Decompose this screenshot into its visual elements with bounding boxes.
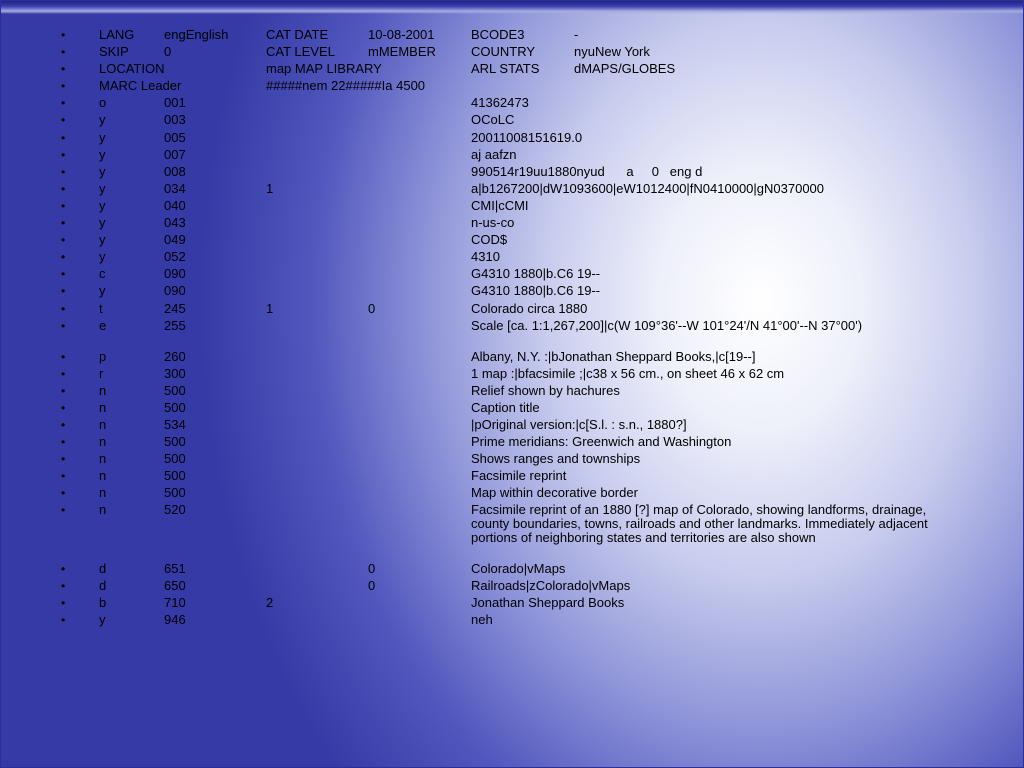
bullet: •	[61, 96, 66, 111]
field-type: n	[99, 399, 107, 415]
field-indicator-1: 1	[266, 300, 274, 316]
marc-record-list	[0, 28, 1024, 630]
field-value: Caption title	[471, 399, 540, 415]
list-item	[0, 233, 1024, 250]
field-extra: nyuNew York	[574, 44, 650, 60]
field-tag: 040	[164, 197, 186, 213]
field-indicator-1: 1	[266, 180, 274, 196]
field-tag: 710	[164, 595, 186, 611]
bullet: •	[61, 284, 66, 299]
field-extra: dMAPS/GLOBES	[574, 61, 676, 77]
field-value: neh	[471, 612, 493, 628]
list-item	[0, 284, 1024, 301]
field-type: n	[99, 382, 107, 398]
list-item	[0, 216, 1024, 233]
field-indicator-2: 0	[368, 300, 376, 316]
field-value: COUNTRY	[471, 44, 536, 60]
list-item	[0, 148, 1024, 165]
field-value: Map within decorative border	[471, 485, 638, 501]
field-tag: 500	[164, 434, 186, 450]
list-item	[0, 319, 1024, 350]
field-value: Prime meridians: Greenwich and Washington	[471, 434, 732, 450]
list-item	[0, 384, 1024, 401]
list-item	[0, 469, 1024, 486]
field-type: o	[99, 95, 107, 111]
list-item	[0, 267, 1024, 284]
bullet: •	[61, 164, 66, 179]
field-tag: 300	[164, 365, 186, 381]
field-value: 990514r19uu1880nyud a 0 eng d	[471, 163, 703, 179]
list-item	[0, 182, 1024, 199]
field-type: p	[99, 348, 107, 364]
bullet: •	[61, 452, 66, 467]
bullet: •	[61, 318, 66, 333]
field-type: y	[99, 129, 106, 145]
bullet: •	[61, 216, 66, 231]
list-item	[0, 131, 1024, 148]
list-item	[0, 579, 1024, 596]
field-value: ARL STATS	[471, 61, 540, 77]
field-tag: 090	[164, 266, 186, 282]
field-value: Facsimile reprint	[471, 468, 567, 484]
list-item	[0, 418, 1024, 435]
list-item	[0, 367, 1024, 384]
bullet: •	[61, 596, 66, 611]
field-value: n-us-co	[471, 215, 515, 231]
field-value: a|b1267200|dW1093600|eW1012400|fN0410000|gN0370000	[471, 180, 825, 196]
bullet: •	[61, 400, 66, 415]
bullet: •	[61, 45, 66, 60]
field-tag: 500	[164, 485, 186, 501]
field-value: CMI|cCMI	[471, 197, 529, 213]
field-type: n	[99, 416, 107, 432]
field-value: Colorado circa 1880	[471, 300, 588, 316]
field-tag: 500	[164, 399, 186, 415]
list-item	[0, 199, 1024, 216]
field-value: Railroads|zColorado|vMaps	[471, 578, 631, 594]
list-item	[0, 613, 1024, 630]
bullet: •	[61, 349, 66, 364]
bullet: •	[61, 267, 66, 282]
field-indicator-1: map MAP LIBRARY	[266, 61, 382, 77]
field-type: d	[99, 560, 107, 576]
bullet: •	[61, 147, 66, 162]
field-indicator-1: #####nem 22#####Ia 4500	[266, 78, 426, 94]
field-indicator-1: CAT DATE	[266, 27, 329, 42]
field-type: MARC Leader	[99, 78, 182, 94]
field-value: Shows ranges and townships	[471, 451, 641, 467]
field-type: y	[99, 180, 106, 196]
field-type: y	[99, 163, 106, 179]
list-item	[0, 486, 1024, 503]
field-indicator-2: mMEMBER	[368, 44, 436, 60]
field-tag: 052	[164, 249, 186, 265]
bullet: •	[61, 579, 66, 594]
field-type: r	[99, 365, 104, 381]
field-value: BCODE3	[471, 27, 525, 42]
bullet: •	[61, 469, 66, 484]
field-value: COD$	[471, 232, 508, 248]
bullet: •	[61, 613, 66, 628]
field-value: |pOriginal version:|c[S.l. : s.n., 1880?]	[471, 416, 687, 432]
field-tag: 500	[164, 382, 186, 398]
list-item	[0, 79, 1024, 96]
field-tag: 034	[164, 180, 186, 196]
field-value: 4310	[471, 249, 500, 265]
bullet: •	[61, 301, 66, 316]
field-value: G4310 1880|b.C6 19--	[471, 283, 601, 299]
field-tag: 043	[164, 215, 186, 231]
bullet: •	[61, 130, 66, 145]
field-type: LANG	[99, 27, 135, 42]
field-indicator-2: 10-08-2001	[368, 27, 435, 42]
bullet: •	[61, 366, 66, 381]
bullet: •	[61, 250, 66, 265]
bullet: •	[61, 383, 66, 398]
field-tag: 500	[164, 468, 186, 484]
list-item	[0, 45, 1024, 62]
bullet: •	[61, 62, 66, 77]
field-tag: 245	[164, 300, 186, 316]
top-decorative-bar	[0, 0, 1024, 14]
field-tag: 007	[164, 146, 186, 162]
field-tag: 651	[164, 560, 186, 576]
bullet: •	[61, 486, 66, 501]
bullet: •	[61, 561, 66, 576]
list-item	[0, 96, 1024, 113]
field-indicator-1: CAT LEVEL	[266, 44, 335, 60]
list-item	[0, 596, 1024, 613]
field-value: aj aafzn	[471, 146, 517, 162]
list-item	[0, 250, 1024, 267]
list-item	[0, 62, 1024, 79]
field-value: 1 map :|bfacsimile ;|c38 x 56 cm., on sheet 46 x 62 cm	[471, 365, 785, 381]
list-item	[0, 435, 1024, 452]
list-item	[0, 165, 1024, 182]
list-item	[0, 503, 1024, 562]
list-item	[0, 401, 1024, 418]
field-type: n	[99, 468, 107, 484]
bullet: •	[61, 181, 66, 196]
field-type: y	[99, 146, 106, 162]
field-value: OCoLC	[471, 112, 515, 128]
bullet: •	[61, 435, 66, 450]
field-type: d	[99, 578, 107, 594]
field-tag: 0	[164, 44, 172, 60]
bullet: •	[61, 28, 66, 42]
field-tag: 008	[164, 163, 186, 179]
field-type: e	[99, 317, 107, 333]
field-value: Albany, N.Y. :|bJonathan Sheppard Books,|c[19--]	[471, 348, 756, 364]
list-item	[0, 28, 1024, 45]
field-tag: 260	[164, 348, 186, 364]
field-value: Colorado|vMaps	[471, 560, 566, 576]
field-value: 41362473	[471, 95, 529, 111]
list-item	[0, 562, 1024, 579]
field-value: Relief shown by hachures	[471, 382, 620, 398]
field-value: Jonathan Sheppard Books	[471, 595, 625, 611]
field-tag: 049	[164, 232, 186, 248]
field-type: y	[99, 612, 106, 628]
field-tag: 005	[164, 129, 186, 145]
field-indicator-1: 2	[266, 595, 274, 611]
field-type: y	[99, 249, 106, 265]
field-tag: 520	[164, 502, 186, 518]
field-type: y	[99, 232, 106, 248]
field-type: y	[99, 197, 106, 213]
field-type: y	[99, 112, 106, 128]
field-type: LOCATION	[99, 61, 165, 77]
field-indicator-2: 0	[368, 578, 376, 594]
bullet: •	[61, 198, 66, 213]
field-type: b	[99, 595, 107, 611]
list-item	[0, 113, 1024, 130]
field-type: n	[99, 451, 107, 467]
bullet: •	[61, 113, 66, 128]
field-value: Scale [ca. 1:1,267,200]|c(W 109°36'--W 101°24'/N 41°00'--N 37°00')	[471, 317, 863, 333]
list-item	[0, 350, 1024, 367]
field-type: c	[99, 266, 106, 282]
field-type: n	[99, 434, 107, 450]
bullet: •	[61, 417, 66, 432]
field-tag: 946	[164, 612, 186, 628]
field-tag: 090	[164, 283, 186, 299]
field-type: y	[99, 283, 106, 299]
field-tag: 001	[164, 95, 186, 111]
list-item	[0, 452, 1024, 469]
field-type: SKIP	[99, 44, 129, 60]
field-tag: engEnglish	[164, 27, 229, 42]
bullet: •	[61, 233, 66, 248]
field-type: n	[99, 502, 107, 518]
field-tag: 500	[164, 451, 186, 467]
bullet: •	[61, 79, 66, 94]
field-value: Facsimile reprint of an 1880 [?] map of Colorado, showing landforms, drainage, county boundaries, towns, railroads and other landmarks. Immediately adjacent portions of neighboring states and territories are also shown	[471, 502, 928, 546]
list-item	[0, 302, 1024, 319]
field-tag: 534	[164, 416, 186, 432]
field-value: 20011008151619.0	[471, 129, 583, 145]
bullet: •	[61, 503, 66, 518]
field-type: t	[99, 300, 103, 316]
field-tag: 650	[164, 578, 186, 594]
field-type: y	[99, 215, 106, 231]
field-tag: 003	[164, 112, 186, 128]
field-type: n	[99, 485, 107, 501]
field-value: G4310 1880|b.C6 19--	[471, 266, 601, 282]
field-indicator-2: 0	[368, 560, 376, 576]
field-extra: -	[574, 27, 579, 42]
field-tag: 255	[164, 317, 186, 333]
